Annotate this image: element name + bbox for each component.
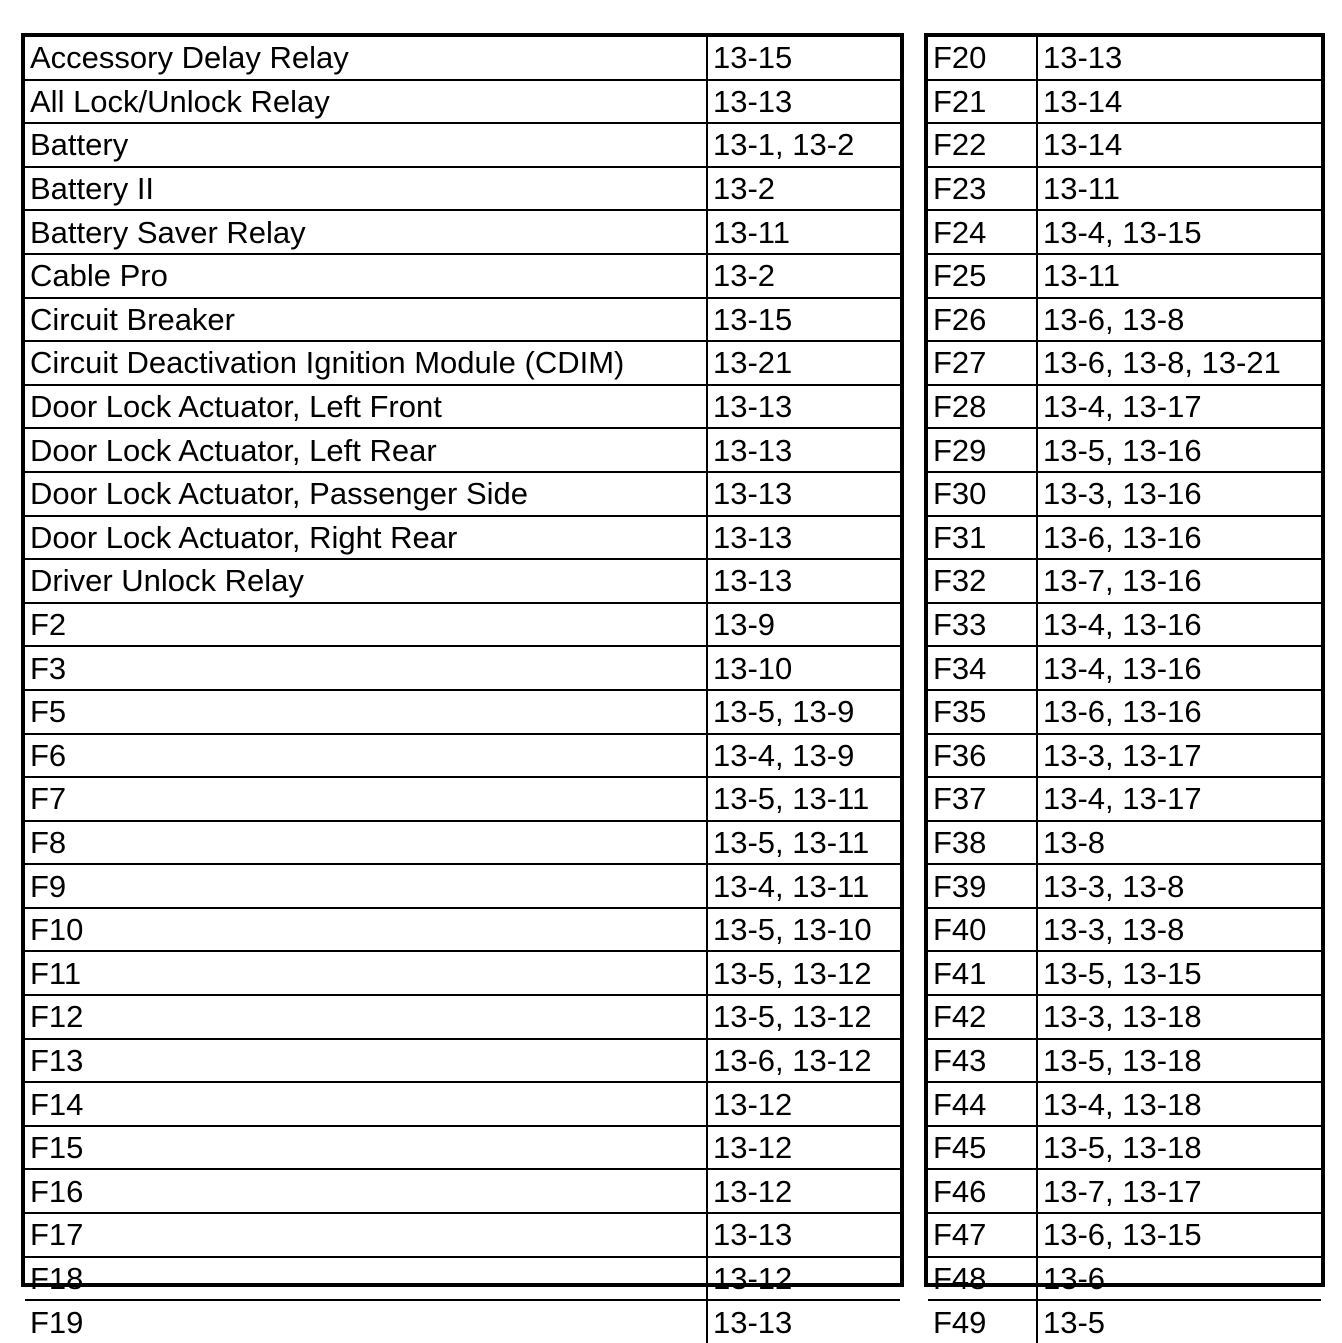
- component-name-cell: Accessory Delay Relay: [25, 37, 707, 80]
- component-name-cell: F9: [25, 864, 707, 908]
- page-reference-cell: 13-13: [707, 428, 900, 472]
- table-row: [928, 559, 1321, 603]
- component-name-cell: F21: [928, 80, 1037, 124]
- page-reference-cell: 13-12: [707, 1169, 900, 1213]
- right-table-body: [928, 37, 1321, 1343]
- component-name-cell: Battery II: [25, 167, 707, 211]
- page-reference-cell: 13-3, 13-8: [1037, 864, 1321, 908]
- page-reference-cell: 13-2: [707, 254, 900, 298]
- page-reference-cell: 13-15: [707, 298, 900, 342]
- table-row: [928, 734, 1321, 778]
- page-reference-cell: 13-1, 13-2: [707, 123, 900, 167]
- table-row: [928, 1126, 1321, 1170]
- component-name-cell: F43: [928, 1039, 1037, 1083]
- page-reference-cell: 13-4, 13-15: [1037, 210, 1321, 254]
- component-name-cell: F36: [928, 734, 1037, 778]
- table-row: [928, 516, 1321, 560]
- component-name-cell: F6: [25, 734, 707, 778]
- component-name-cell: F27: [928, 341, 1037, 385]
- page-reference-cell: 13-4, 13-11: [707, 864, 900, 908]
- component-name-cell: F11: [25, 951, 707, 995]
- page-reference-cell: 13-3, 13-18: [1037, 995, 1321, 1039]
- page-reference-cell: 13-6, 13-15: [1037, 1213, 1321, 1257]
- page-reference-cell: 13-12: [707, 1257, 900, 1301]
- component-name-cell: F7: [25, 777, 707, 821]
- table-row: [25, 734, 900, 778]
- component-name-cell: All Lock/Unlock Relay: [25, 80, 707, 124]
- component-name-cell: Battery Saver Relay: [25, 210, 707, 254]
- component-name-cell: F42: [928, 995, 1037, 1039]
- component-name-cell: Driver Unlock Relay: [25, 559, 707, 603]
- page-reference-cell: 13-11: [1037, 254, 1321, 298]
- table-row: [25, 1169, 900, 1213]
- page-reference-cell: 13-3, 13-16: [1037, 472, 1321, 516]
- table-row: [25, 864, 900, 908]
- component-name-cell: F38: [928, 821, 1037, 865]
- page-reference-cell: 13-4, 13-16: [1037, 646, 1321, 690]
- table-row: [928, 1213, 1321, 1257]
- component-name-cell: F5: [25, 690, 707, 734]
- page-reference-cell: 13-4, 13-18: [1037, 1082, 1321, 1126]
- component-name-cell: F28: [928, 385, 1037, 429]
- table-row: [928, 603, 1321, 647]
- page-reference-cell: 13-13: [707, 385, 900, 429]
- table-row: [25, 37, 900, 80]
- page-reference-cell: 13-5, 13-11: [707, 821, 900, 865]
- component-name-cell: F14: [25, 1082, 707, 1126]
- page-reference-cell: 13-21: [707, 341, 900, 385]
- table-row: [25, 167, 900, 211]
- table-row: [25, 516, 900, 560]
- component-name-cell: F8: [25, 821, 707, 865]
- component-name-cell: F35: [928, 690, 1037, 734]
- component-name-cell: F26: [928, 298, 1037, 342]
- component-index-table-left: [21, 33, 904, 1340]
- table-row: [928, 167, 1321, 211]
- component-name-cell: F32: [928, 559, 1037, 603]
- component-name-cell: F16: [25, 1169, 707, 1213]
- component-name-cell: F2: [25, 603, 707, 647]
- page-reference-cell: 13-13: [1037, 37, 1321, 80]
- page-reference-cell: 13-2: [707, 167, 900, 211]
- component-name-cell: F44: [928, 1082, 1037, 1126]
- component-name-cell: F48: [928, 1257, 1037, 1301]
- component-name-cell: F29: [928, 428, 1037, 472]
- table-row: [928, 341, 1321, 385]
- component-name-cell: F33: [928, 603, 1037, 647]
- table-row: [25, 80, 900, 124]
- page-reference-cell: 13-12: [707, 1082, 900, 1126]
- page-reference-cell: 13-15: [707, 37, 900, 80]
- page-reference-cell: 13-6: [1037, 1257, 1321, 1301]
- table-row: [928, 864, 1321, 908]
- page-reference-cell: 13-3, 13-8: [1037, 908, 1321, 952]
- component-name-cell: Door Lock Actuator, Right Rear: [25, 516, 707, 560]
- component-name-cell: F15: [25, 1126, 707, 1170]
- page-reference-cell: 13-6, 13-16: [1037, 516, 1321, 560]
- table-row: [928, 1169, 1321, 1213]
- table-row: [928, 995, 1321, 1039]
- table-row: [928, 646, 1321, 690]
- component-name-cell: Circuit Breaker: [25, 298, 707, 342]
- page-reference-cell: 13-13: [707, 472, 900, 516]
- table-row: [928, 777, 1321, 821]
- table-row: [25, 1257, 900, 1301]
- component-name-cell: F10: [25, 908, 707, 952]
- page-reference-cell: 13-5, 13-11: [707, 777, 900, 821]
- table-row: [25, 254, 900, 298]
- table-row: [25, 821, 900, 865]
- component-name-cell: Door Lock Actuator, Passenger Side: [25, 472, 707, 516]
- component-name-cell: F25: [928, 254, 1037, 298]
- table-row: [25, 951, 900, 995]
- page-reference-cell: 13-5, 13-12: [707, 995, 900, 1039]
- component-name-cell: F47: [928, 1213, 1037, 1257]
- page-reference-cell: 13-13: [707, 1213, 900, 1257]
- component-index-table-right: [924, 33, 1325, 1340]
- page-reference-cell: 13-8: [1037, 821, 1321, 865]
- component-name-cell: F22: [928, 123, 1037, 167]
- page-reference-cell: 13-11: [1037, 167, 1321, 211]
- page-reference-cell: 13-13: [707, 1300, 900, 1343]
- table-row: [25, 1213, 900, 1257]
- table-row: [928, 123, 1321, 167]
- left-table-body: [25, 37, 900, 1343]
- page-reference-cell: 13-5, 13-10: [707, 908, 900, 952]
- table-row: [928, 1257, 1321, 1301]
- table-row: [928, 1082, 1321, 1126]
- component-name-cell: F30: [928, 472, 1037, 516]
- component-name-cell: Circuit Deactivation Ignition Module (CDIM): [25, 341, 707, 385]
- page-reference-cell: 13-10: [707, 646, 900, 690]
- component-name-cell: F31: [928, 516, 1037, 560]
- page-reference-cell: 13-14: [1037, 80, 1321, 124]
- table-row: [25, 123, 900, 167]
- page-reference-cell: 13-5, 13-18: [1037, 1039, 1321, 1083]
- table-row: [928, 37, 1321, 80]
- page-reference-cell: 13-12: [707, 1126, 900, 1170]
- page-reference-cell: 13-5, 13-12: [707, 951, 900, 995]
- component-name-cell: F39: [928, 864, 1037, 908]
- page-reference-cell: 13-4, 13-17: [1037, 777, 1321, 821]
- table-row: [928, 210, 1321, 254]
- component-name-cell: F3: [25, 646, 707, 690]
- table-row: [25, 603, 900, 647]
- table-row: [25, 210, 900, 254]
- table-row: [25, 777, 900, 821]
- component-name-cell: Door Lock Actuator, Left Front: [25, 385, 707, 429]
- table-row: [928, 385, 1321, 429]
- component-name-cell: F12: [25, 995, 707, 1039]
- component-name-cell: F20: [928, 37, 1037, 80]
- table-row: [928, 472, 1321, 516]
- page-reference-cell: 13-3, 13-17: [1037, 734, 1321, 778]
- page-reference-cell: 13-5, 13-9: [707, 690, 900, 734]
- component-name-cell: F19: [25, 1300, 707, 1343]
- page-reference-cell: 13-13: [707, 80, 900, 124]
- page-reference-cell: 13-4, 13-17: [1037, 385, 1321, 429]
- page-reference-cell: 13-14: [1037, 123, 1321, 167]
- table-row: [928, 908, 1321, 952]
- table-row: [928, 254, 1321, 298]
- component-name-cell: Door Lock Actuator, Left Rear: [25, 428, 707, 472]
- component-name-cell: F23: [928, 167, 1037, 211]
- component-name-cell: Battery: [25, 123, 707, 167]
- page-reference-cell: 13-4, 13-9: [707, 734, 900, 778]
- page-reference-cell: 13-7, 13-17: [1037, 1169, 1321, 1213]
- component-name-cell: F41: [928, 951, 1037, 995]
- component-name-cell: F24: [928, 210, 1037, 254]
- table-row: [25, 298, 900, 342]
- page-reference-cell: 13-7, 13-16: [1037, 559, 1321, 603]
- page-reference-cell: 13-11: [707, 210, 900, 254]
- component-name-cell: F46: [928, 1169, 1037, 1213]
- component-name-cell: F37: [928, 777, 1037, 821]
- table-row: [928, 80, 1321, 124]
- table-row: [25, 1039, 900, 1083]
- table-row: [928, 951, 1321, 995]
- component-name-cell: F34: [928, 646, 1037, 690]
- component-name-cell: F18: [25, 1257, 707, 1301]
- table-row: [25, 559, 900, 603]
- table-row: [928, 821, 1321, 865]
- page-reference-cell: 13-5: [1037, 1300, 1321, 1343]
- table-row: [25, 472, 900, 516]
- table-row: [928, 298, 1321, 342]
- page-reference-cell: 13-6, 13-8: [1037, 298, 1321, 342]
- component-name-cell: F17: [25, 1213, 707, 1257]
- page-reference-cell: 13-6, 13-8, 13-21: [1037, 341, 1321, 385]
- component-name-cell: F40: [928, 908, 1037, 952]
- table-row: [25, 908, 900, 952]
- page-reference-cell: 13-6, 13-16: [1037, 690, 1321, 734]
- table-row: [928, 1039, 1321, 1083]
- table-row: [25, 428, 900, 472]
- table-row: [25, 995, 900, 1039]
- component-name-cell: F13: [25, 1039, 707, 1083]
- table-row: [928, 1300, 1321, 1343]
- page-reference-cell: 13-5, 13-15: [1037, 951, 1321, 995]
- table-row: [25, 385, 900, 429]
- page-reference-cell: 13-6, 13-12: [707, 1039, 900, 1083]
- page-reference-cell: 13-5, 13-18: [1037, 1126, 1321, 1170]
- page-reference-cell: 13-5, 13-16: [1037, 428, 1321, 472]
- table-row: [25, 690, 900, 734]
- table-row: [928, 690, 1321, 734]
- page-reference-cell: 13-13: [707, 559, 900, 603]
- page-reference-cell: 13-9: [707, 603, 900, 647]
- component-name-cell: Cable Pro: [25, 254, 707, 298]
- component-name-cell: F45: [928, 1126, 1037, 1170]
- table-row: [25, 1126, 900, 1170]
- table-row: [25, 1082, 900, 1126]
- page-reference-cell: 13-4, 13-16: [1037, 603, 1321, 647]
- table-row: [25, 646, 900, 690]
- component-name-cell: F49: [928, 1300, 1037, 1343]
- table-row: [928, 428, 1321, 472]
- page-reference-cell: 13-13: [707, 516, 900, 560]
- table-row: [25, 1300, 900, 1343]
- table-row: [25, 341, 900, 385]
